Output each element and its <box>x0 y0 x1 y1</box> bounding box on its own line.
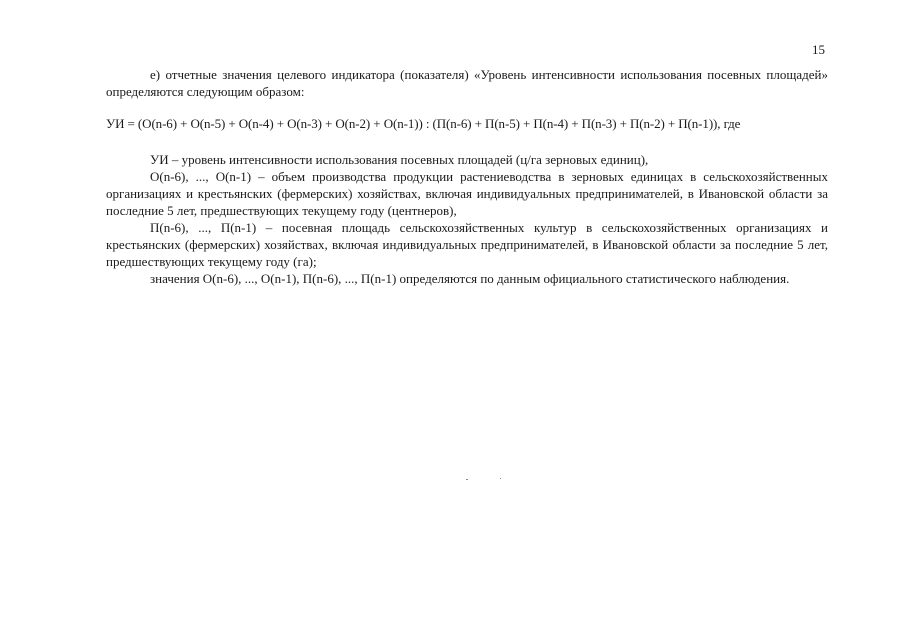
page-number: 15 <box>812 42 825 57</box>
formula-line: УИ = (О(n-6) + О(n-5) + О(n-4) + О(n-3) + О(n-2) + О(n-1)) : (П(n-6) + П(n-5) + П(n-4) + П(n-3) + П(n-2) + П(n-1)), где <box>106 116 741 131</box>
definition-source: значения О(n-6), ..., О(n-1), П(n-6), ..., П(n-1) определяются по данным официального статистического наблюдения. <box>150 271 790 286</box>
definition-ui: УИ – уровень интенсивности использования посевных площадей (ц/га зерновых единиц), <box>150 152 649 167</box>
intro-paragraph-block <box>106 66 828 100</box>
definitions-block <box>106 151 828 287</box>
scan-speck <box>500 478 501 479</box>
scan-speck <box>466 479 468 480</box>
intro-paragraph: е) отчетные значения целевого индикатора (показателя) «Уровень интенсивности использования посевных площадей» определяются следующим образом: <box>106 67 828 99</box>
definition-o: О(n-6), ..., О(n-1) – объем производства продукции растениеводства в зерновых единицах в сельскохозяйственных организациях и крестьянских (фермерских) хозяйствах, включая индивидуальных предпринимателей, в Ивановской области за последние 5 лет, предшествующих текущему году (центнеров), <box>106 169 828 218</box>
definition-p: П(n-6), ..., П(n-1) – посевная площадь сельскохозяйственных культур в сельскохозяйственных организациях и крестьянских (фермерских) хозяйствах, включая индивидуальных предпринимателей, в Ивановской области за последние 5 лет, предшествующих текущему году (га); <box>106 220 828 269</box>
